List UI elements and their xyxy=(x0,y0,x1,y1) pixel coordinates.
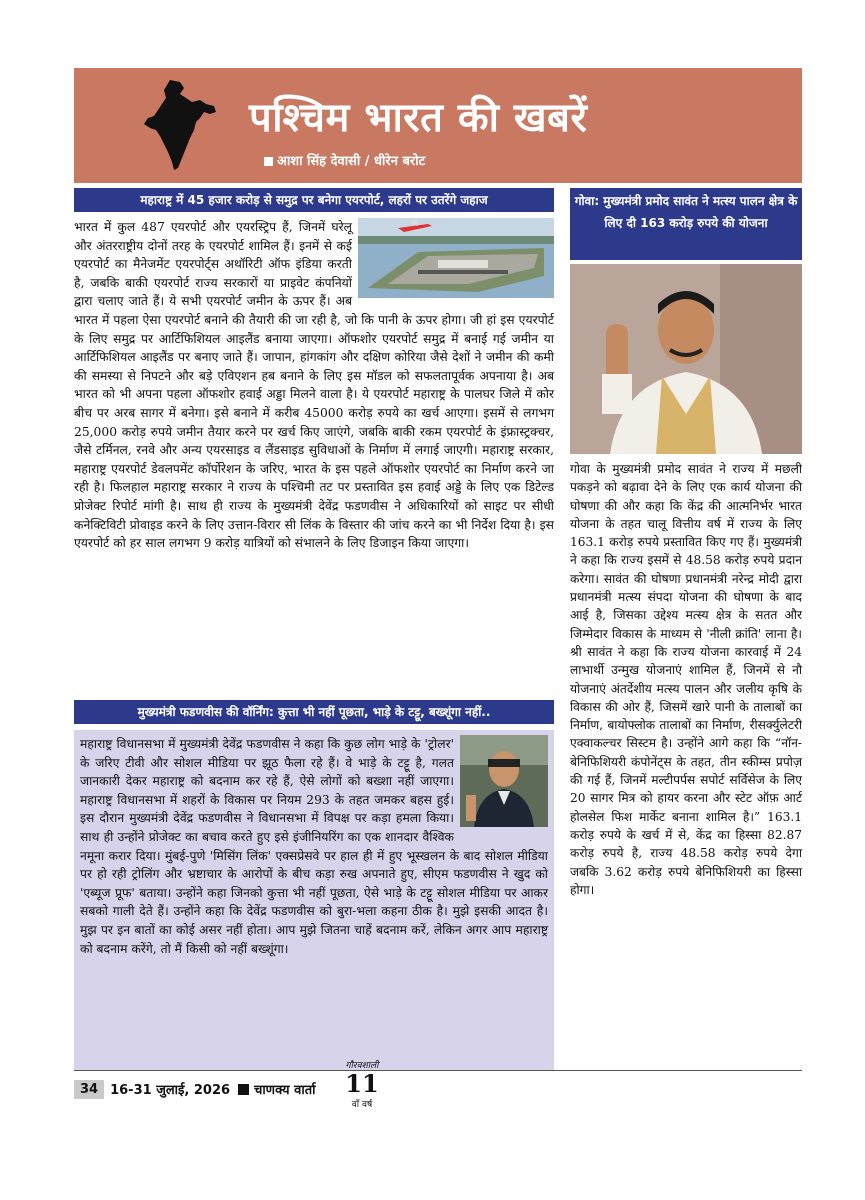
footer-divider xyxy=(74,1070,802,1071)
pramod-sawant-photo xyxy=(570,264,802,454)
square-bullet-icon xyxy=(238,1084,249,1095)
article-body-goa: गोवा के मुख्यमंत्री प्रमोद सावंत ने राज्य में मछली पकड़ने को बढ़ावा देने के लिए एक कार्य योजना की घोषणा की और कहा कि केंद्र की आत्मनिर्भर भारत योजना के तहत चालू वित्तीय वर्ष में राज्य के लिए 163.1 करोड़ रुपये प्रस्तावित किए गए हैं। मुख्यमंत्री ने कहा कि राज्य इसमें से 48.58 करोड़ रुपये प्रदान करेगा। सावंत की घोषणा प्रधानमंत्री नरेन्द्र मोदी द्वारा प्रधानमंत्री मत्स्य संपदा योजना की घोषणा के बाद आई है, जिसका उद्देश्य मत्स्य क्षेत्र के सतत और जिम्मेदार विकास के माध्यम से 'नीली क्रांति' लाना है। श्री सावंत ने कहा कि राज्य योजना कारवाई में 24 लाभार्थी उन्मुख योजनाएं शामिल हैं, जिनमें से नौ योजनाएं अंतर्देशीय मत्स्य पालन और जलीय कृषि के विकास की ओर हैं, जिसमें खारे पानी के तालाबों का निर्माण, बायोफ्लोक तालाबों का निर्माण, रीसर्क्युलेटरी एक्वाकल्चर सिस्टम है। उन्होंने आगे कहा कि “नॉन-बेनिफिशियरी कंपोनेंट्स के तहत, तीन स्कीम्स प्रपोज़ की गई हैं, जिनमें मल्टीपर्पस सपोर्ट सर्विसेज के लिए 20 सागर मित्र को हायर करना और स्टेट ऑफ़ आर्ट होलसेल फिश मार्केट बनाना शामिल है।” 163.1 करोड़ रुपये के खर्च में से, केंद्र का हिस्सा 82.87 करोड़ रुपये है, राज्य 48.58 करोड़ रुपये देगा जबकि 3.62 करोड़ रुपये बेनिफिशियरी का हिस्सा होगा। xyxy=(570,462,802,897)
publication-name: चाणक्य वार्ता xyxy=(254,1083,316,1098)
page-footer xyxy=(74,1078,315,1100)
article-goa xyxy=(570,460,802,1100)
anniversary-badge xyxy=(332,1058,392,1110)
article-fadnavis xyxy=(74,730,554,1070)
article-headline-airport: महाराष्ट्र में 45 हजार करोड़ से समुद्र पर बनेगा एयरपोर्ट, लहरों पर उतरेंगे जहाज xyxy=(74,188,554,212)
badge-top-text: गौरवशाली xyxy=(345,1061,379,1071)
section-header xyxy=(74,68,802,183)
article-headline-goa: गोवा: मुख्यमंत्री प्रमोद सावंत ने मत्स्य पालन क्षेत्र के लिए दी 163 करोड़ रुपये की योजना xyxy=(570,188,802,260)
airport-photo xyxy=(358,218,554,298)
page-number: 34 xyxy=(74,1080,104,1099)
magazine-page xyxy=(74,68,802,1108)
page-title: पश्चिम भारत की खबरें xyxy=(249,95,588,141)
badge-sub-text: वाँ वर्ष xyxy=(351,1100,373,1110)
author-names: आशा सिंह देवासी / धीरेन बरोट xyxy=(277,154,426,169)
byline xyxy=(264,151,425,169)
article-airport xyxy=(74,218,554,696)
india-map-icon xyxy=(140,78,218,173)
article-body-airport: भारत में कुल 487 एयरपोर्ट और एयरस्ट्रिप हैं, जिनमें घरेलू और अंतरराष्ट्रीय दोनों तरह के एयरपोर्ट शामिल हैं। इनमें से कई एयरपोर्ट का मैनेजमेंट एयरपोर्ट्स अथॉरिटी ऑफ इंडिया करती है, जबकि बाकी एयरपोर्ट राज्य सरकारों या प्राइवेट कंपनियों द्वारा चलाए जाते हैं। ये सभी एयरपोर्ट जमीन के ऊपर हैं। अब भारत में पहला ऐसा एयरपोर्ट बनाने की तैयारी की जा रही है, जो कि पानी के ऊपर होगा। जी हां इस एयरपोर्ट के लिए समुद्र पर आर्टिफिशियल आइलैंड बनाया जाएगा। ऑफशोर एयरपोर्ट समुद्र में बनाई गई जमीन या आर्टिफिशियल आइलैंड पर बनाए जाते हैं। जापान, हांगकांग और दक्षिण कोरिया जैसे देशों ने जमीन की कमी की समस्या से निपटने और बड़े एविएशन हब बनाने के लिए इस मॉडल को सफलतापूर्वक अपनाया है। अब भारत को भी अपना पहला ऑफशोर हवाई अड्डा मिलने वाला है। ये एयरपोर्ट महाराष्ट्र के पालघर जिले में कोर बीच पर अरब सागर में बनेगा। इसे बनाने में करीब 45000 करोड़ रुपये का खर्च आएगा। इसमें से लगभग 25,000 करोड़ रुपये जमीन तैयार करने पर खर्च किए जाएंगे, जबकि बाकी रकम एयरपोर्ट के इंफ्रास्ट्रक्चर, जैसे टर्मिनल, रनवे और अन्य एयरसाइड व लैंडसाइड सुविधाओं के निर्माण में लगाई जाएगी। महाराष्ट्र सरकार, महाराष्ट्र एयरपोर्ट डेवलपमेंट कॉर्पोरेशन के जरिए, भारत के इस पहले ऑफशोर एयरपोर्ट का निर्माण करने जा रही है। फिलहाल महाराष्ट्र सरकार ने राज्य के पश्चिमी तट पर प्रस्तावित इस हवाई अड्डे के लिए एक डिटेल्ड प्रोजेक्ट रिपोर्ट मांगी है। साथ ही राज्य के मुख्यमंत्री देवेंद्र फडणवीस ने अधिकारियों को साइट पर सीधी कनेक्टिविटी प्रोवाइड करने के लिए उत्तान-विरार सी लिंक के विस्तार की जांच करने का भी निर्देश दिया है। इस एयरपोर्ट को हर साल लगभग 9 करोड़ यात्रियों को संभालने के लिए डिजाइन किया जाएगा। xyxy=(74,220,554,551)
badge-number: 11 xyxy=(345,1069,379,1098)
article-body-fadnavis: महाराष्ट्र विधानसभा में मुख्यमंत्री देवेंद्र फडणवीस ने कहा कि कुछ लोग भाड़े के 'ट्रोलर' के जरिए टीवी और सोशल मीडिया पर झूठ फैला रहे हैं। वे भाड़े के टट्टू है, गलत जानकारी देकर महाराष्ट्र को बदनाम कर रहे हैं, ऐसे लोगों को बख्शा नहीं जाएगा। महाराष्ट्र विधानसभा में शहरों के विकास पर नियम 293 के तहत जमकर बहस हुई। इस दौरान मुख्यमंत्री देवेंद्र फडणवीस ने विधानसभा में विपक्ष पर कड़ा हमला किया। साथ ही उन्होंने प्रोजेक्ट का बचाव करते हुए इसे इंजीनियरिंग का एक शानदार वैश्विक नमूना करार दिया। मुंबई-पुणे 'मिसिंग लिंक' एक्सप्रेसवे पर हाल ही में हुए भूस्खलन के बाद सोशल मीडिया पर हो रही ट्रोलिंग और भ्रष्टाचार के आरोपों के बीच कड़ा रुख अपनाते हुए, सीएम फडणवीस ने खुद को 'एब्यूज प्रूफ' बताया। उन्होंने कहा जिनको कुत्ता भी नहीं पूछता, ऐसे भाड़े के टट्टू सोशल मीडिया पर आकर सबको गाली देते हैं। उन्होंने कहा कि देवेंद्र फडणवीस को बुरा-भला कहना ठीक है। मुझे इसकी आदत है। मुझ पर इन बातों का कोई असर नहीं होता। आप मुझे जितना चाहें बदनाम करें, लेकिन अगर आप महाराष्ट्र को बदनाम करेंगे, तो मैं किसी को नहीं बख्शूंगा। xyxy=(80,737,548,956)
article-headline-fadnavis: मुख्यमंत्री फडणवीस की वॉर्निंग: कुत्ता भी नहीं पूछता, भाड़े के टट्टू, बख्शूंगा नहीं.. xyxy=(74,700,554,724)
fadnavis-photo xyxy=(460,735,548,827)
issue-date: 16-31 जुलाई, 2026 xyxy=(110,1083,231,1098)
